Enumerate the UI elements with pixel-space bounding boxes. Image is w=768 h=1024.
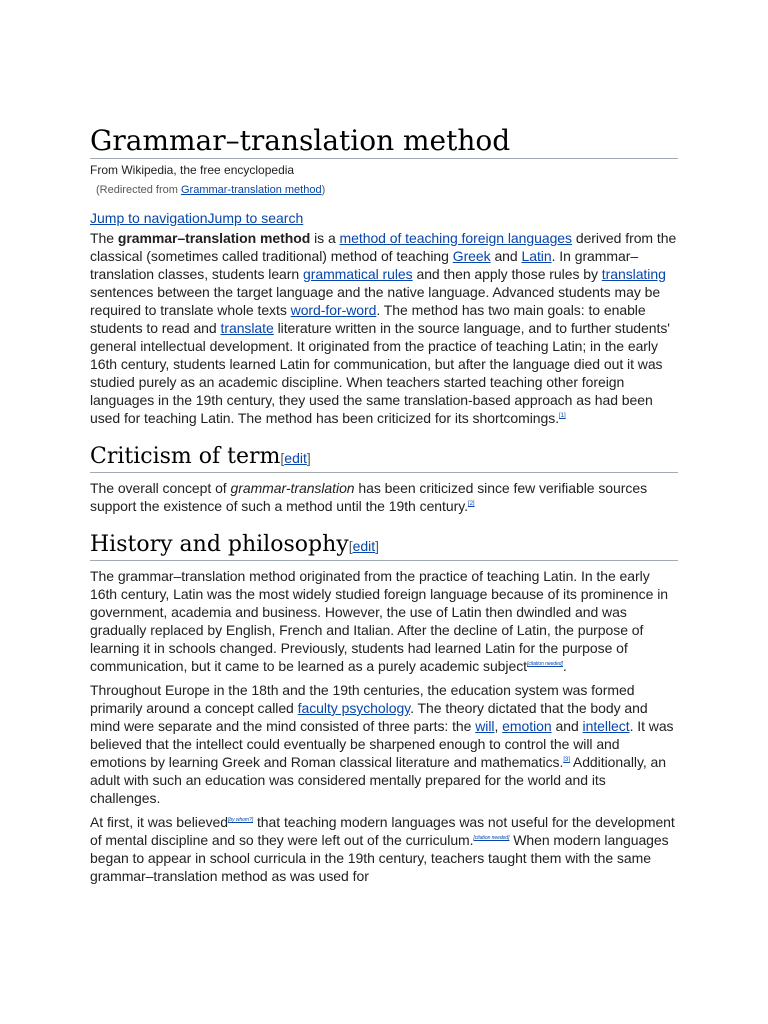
link-method-of-teaching[interactable]: method of teaching foreign languages — [339, 230, 572, 246]
intro-text: sentences between the target language and the native language. Advanced students may be required to translate whole texts — [90, 284, 661, 318]
intro-text: and — [490, 248, 522, 264]
edit-link-criticism[interactable]: edit — [284, 450, 307, 466]
citation-needed-link[interactable]: [citation needed] — [527, 661, 563, 667]
intro-text: and then apply those rules by — [412, 266, 602, 282]
criticism-text: The overall concept of — [90, 480, 231, 496]
section-title: Criticism of term — [90, 444, 281, 469]
history-paragraph-3 — [90, 813, 678, 885]
section-heading-criticism — [90, 443, 678, 473]
link-word-for-word[interactable]: word-for-word — [290, 302, 377, 318]
citation-needed-link[interactable]: [citation needed] — [473, 835, 510, 841]
bracket: [ — [348, 538, 353, 554]
history-text: Throughout Europe in the 18th and the 19th centuries, the education system was formed primarily around a concept called — [90, 682, 635, 716]
redirect-suffix: ) — [321, 184, 326, 196]
edit-link-history[interactable]: edit — [352, 538, 376, 554]
link-faculty-psychology[interactable]: faculty psychology — [297, 700, 411, 716]
criticism-paragraph — [90, 479, 678, 515]
article — [90, 0, 678, 885]
intro-paragraph — [90, 229, 678, 427]
section-heading-history — [90, 531, 678, 561]
bracket: ] — [375, 538, 380, 554]
intro-text: is a — [310, 230, 340, 246]
intro-text: derived from the classical (sometimes called traditional) method of teaching — [90, 230, 677, 264]
reference-1 — [559, 413, 566, 419]
history-text: that teaching modern languages was not useful for the development of mental discipline and so they were left out of the curriculum. — [90, 814, 675, 848]
redirect-notice — [96, 183, 678, 197]
history-text: and — [551, 718, 583, 734]
history-text: , — [494, 718, 503, 734]
citation-needed-note — [474, 835, 510, 841]
page-title: Grammar–translation method — [90, 124, 678, 159]
redirect-prefix: (Redirected from — [96, 184, 181, 196]
link-emotion[interactable]: emotion — [502, 718, 552, 734]
jump-links — [90, 209, 678, 227]
bracket: ] — [306, 450, 311, 466]
link-translating[interactable]: translating — [601, 266, 666, 282]
reference-link[interactable]: [3] — [563, 757, 570, 763]
redirect-link[interactable]: Grammar-translation method — [180, 184, 322, 196]
jump-to-navigation-link[interactable]: Jump to navigation — [90, 210, 208, 226]
edit-section — [280, 450, 310, 466]
intro-text: . The method has two main goals: to enable students to read and — [90, 302, 646, 336]
intro-bold-term: grammar–translation method — [117, 230, 311, 246]
link-will[interactable]: will — [475, 718, 495, 734]
link-intellect[interactable]: intellect — [582, 718, 630, 734]
history-text: When modern languages began to appear in school curricula in the 19th century, teachers taught them with the same grammar–translation method as was used for — [90, 832, 669, 884]
intro-text: literature written in the source language, and to further students' general intellectual development. It originated from the practice of teaching Latin; in the early 16th century, students learned Latin for communication, but after the language died out it was studied purely as an academic discipline. When teachers started teaching other foreign languages in the 19th century, they used the same translation-based approach as had been used for teaching Latin. The method has been criticized for its shortcomings. — [90, 320, 670, 426]
history-text: Additionally, an adult with such an education was considered mentally prepared for the world and its challenges. — [90, 754, 667, 806]
section-title: History and philosophy — [90, 532, 349, 557]
bracket: [ — [280, 450, 285, 466]
citation-needed-note — [527, 661, 563, 667]
history-paragraph-1 — [90, 567, 678, 675]
by-whom-link[interactable]: [by whom?] — [228, 817, 254, 823]
history-text: . It was believed that the intellect could eventually be sharpened enough to control the will and emotions by learning Greek and Roman classical literature and mathematics. — [90, 718, 674, 770]
reference-2 — [468, 501, 475, 507]
intro-text: . In grammar–translation classes, students learn — [90, 248, 639, 282]
link-translate[interactable]: translate — [220, 320, 274, 336]
history-text: At first, it was believed — [90, 814, 229, 830]
criticism-italic-term: grammar-translation — [230, 480, 355, 496]
edit-section — [349, 538, 379, 554]
history-text: The grammar–translation method originated from the practice of teaching Latin. In the early 16th century, Latin was the most widely studied foreign language because of its prominence in government, academia and business. However, the use of Latin then dwindled and was gradually replaced by English, French and Italian. After the decline of Latin, the purpose of learning it in schools changed. Previously, students had learned Latin for the purpose of communication, but it came to be learned as a purely academic subject — [90, 568, 668, 674]
by-whom-note — [228, 817, 253, 823]
link-grammatical-rules[interactable]: grammatical rules — [302, 266, 413, 282]
site-tagline: From Wikipedia, the free encyclopedia — [90, 163, 295, 177]
reference-link[interactable]: [1] — [559, 413, 566, 419]
history-paragraph-2 — [90, 681, 678, 807]
reference-link[interactable]: [2] — [467, 501, 475, 507]
jump-to-search-link[interactable]: Jump to search — [207, 210, 304, 226]
intro-text: The — [90, 230, 118, 246]
link-greek[interactable]: Greek — [452, 248, 491, 264]
history-text: . The theory dictated that the body and mind were separate and the mind consisted of three parts: the — [90, 700, 648, 734]
link-latin[interactable]: Latin — [521, 248, 552, 264]
criticism-text: has been criticized since few verifiable sources support the existence of such a method until the 19th century. — [90, 480, 648, 514]
history-text: . — [562, 658, 567, 674]
